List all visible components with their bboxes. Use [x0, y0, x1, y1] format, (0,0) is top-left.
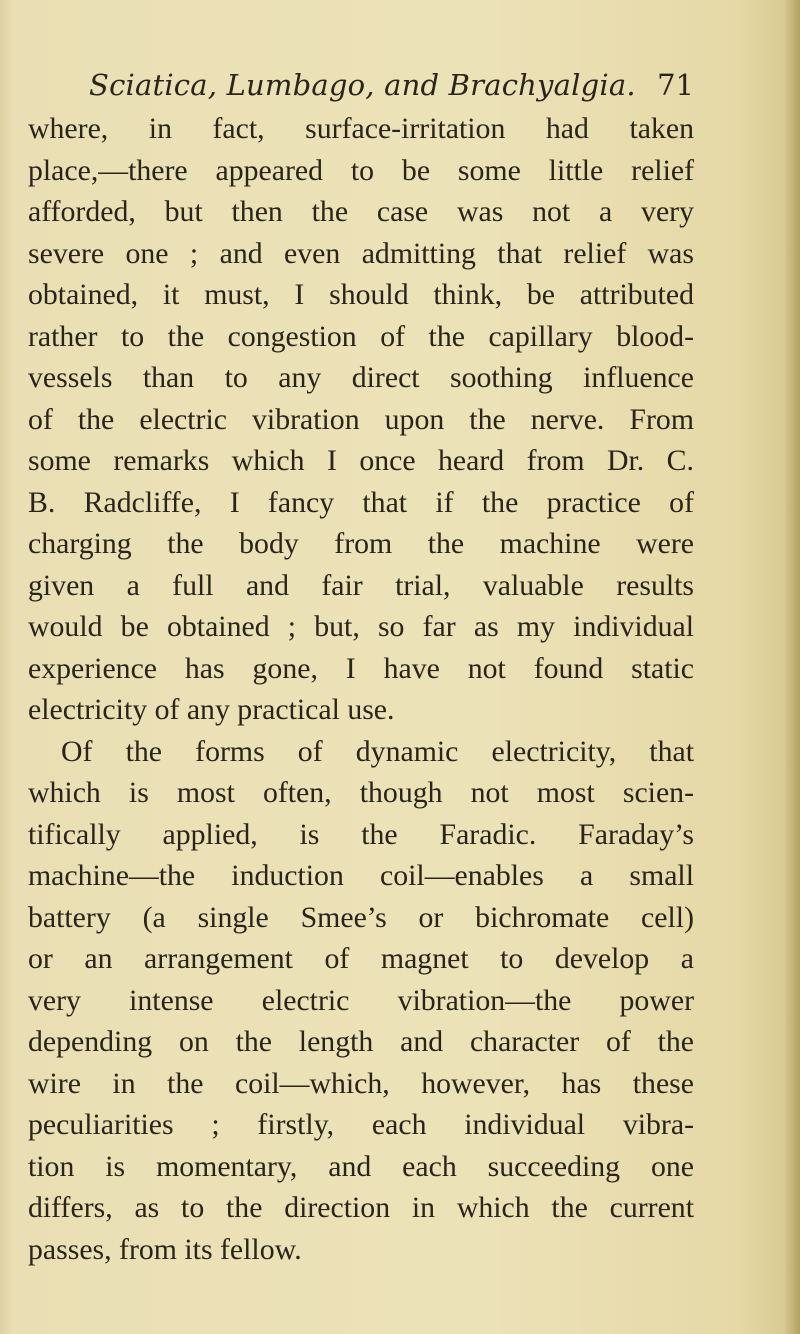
- text-line: charging the body from the machine were: [28, 527, 694, 560]
- body-text: [28, 108, 694, 1270]
- text-line: severe one ; and even admitting that relief was: [28, 236, 694, 270]
- text-line: electricity of any practical use.: [28, 693, 395, 726]
- text-line: battery (a single Smee’s or bichromate cell): [28, 900, 694, 934]
- text-line: afforded, but then the case was not a very: [28, 195, 694, 228]
- text-line: given a full and fair trial, valuable results: [28, 568, 694, 602]
- text-line: very intense electric vibration—the power: [28, 983, 694, 1017]
- text-line: where, in fact, surface-irritation had taken: [28, 112, 694, 145]
- text-line: depending on the length and character of the: [28, 1025, 694, 1058]
- text-line: B. Radcliffe, I fancy that if the practice of: [28, 485, 694, 519]
- text-line: machine—the induction coil—enables a small: [28, 859, 694, 892]
- text-line: or an arrangement of magnet to develop a: [28, 942, 694, 975]
- text-line: peculiarities ; firstly, each individual vibra-: [28, 1108, 694, 1141]
- page-number: 71: [657, 68, 694, 102]
- page-left-shading: [0, 0, 14, 1334]
- text-line: differs, as to the direction in which the current: [28, 1191, 694, 1224]
- text-line: Of the forms of dynamic electricity, that: [61, 734, 694, 768]
- page-right-edge: [784, 0, 800, 1334]
- text-line: experience has gone, I have not found static: [28, 651, 694, 685]
- text-line: would be obtained ; but, so far as my individual: [28, 610, 694, 643]
- text-line: some remarks which I once heard from Dr. C.: [28, 444, 694, 477]
- text-line: tifically applied, is the Faradic. Faraday’s: [28, 817, 694, 851]
- text-line: rather to the congestion of the capillary blood-: [28, 319, 694, 353]
- text-line: wire in the coil—which, however, has these: [28, 1066, 694, 1100]
- text-line: tion is momentary, and each succeeding one: [28, 1149, 694, 1183]
- text-line: vessels than to any direct soothing influence: [28, 361, 694, 394]
- text-line: which is most often, though not most scien-: [28, 776, 694, 809]
- page-header: [89, 62, 694, 108]
- text-line: obtained, it must, I should think, be attributed: [28, 278, 694, 311]
- text-line: of the electric vibration upon the nerve. From: [28, 402, 694, 436]
- running-head: Sciatica, Lumbago, and Brachyalgia.: [89, 68, 636, 102]
- text-line: passes, from its fellow.: [28, 1232, 302, 1266]
- text-line: place,—there appeared to be some little relief: [28, 153, 694, 187]
